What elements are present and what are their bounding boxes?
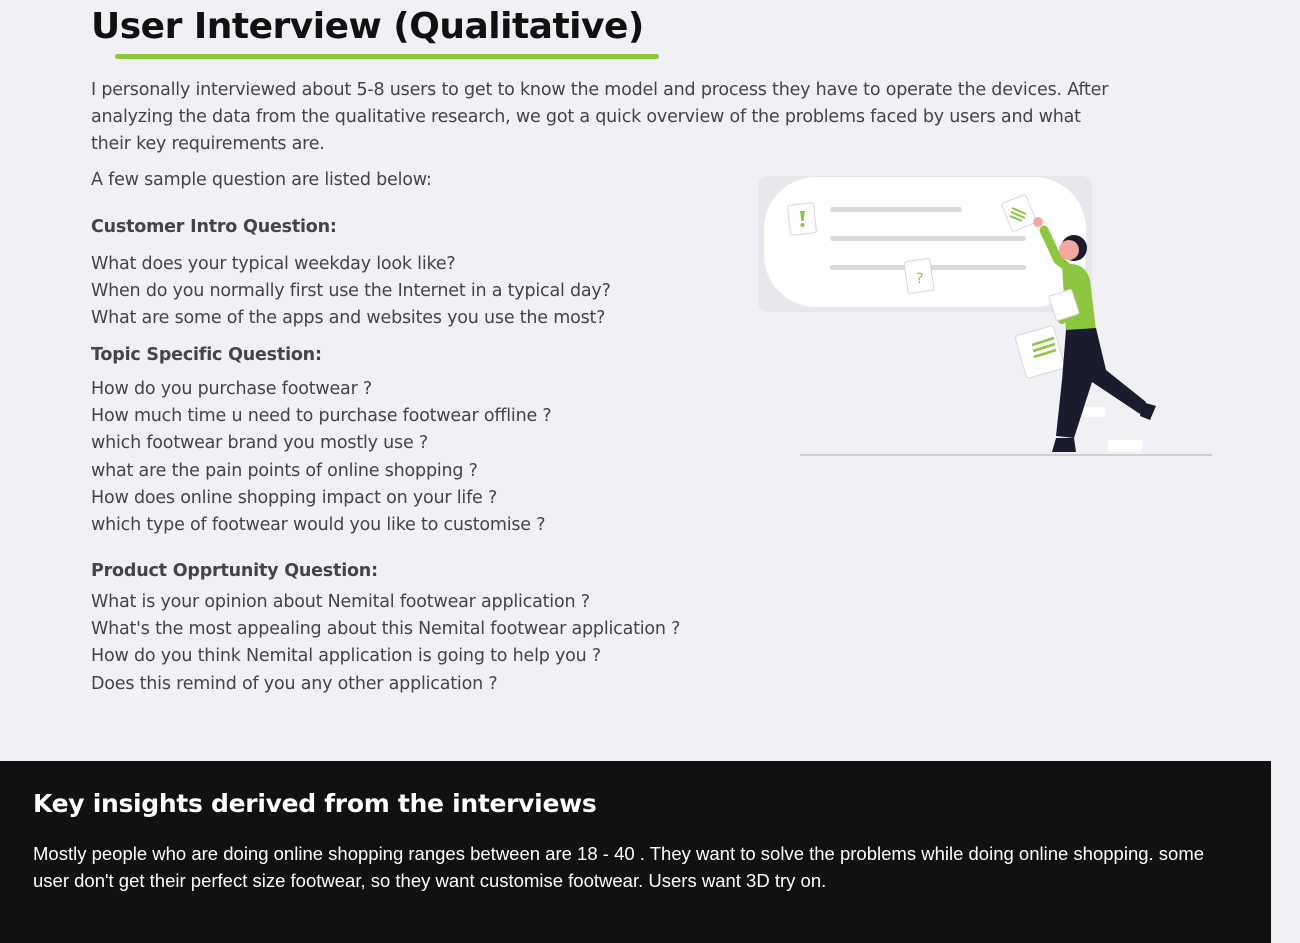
list-item: How do you purchase footwear ? bbox=[91, 379, 373, 399]
insights-panel bbox=[0, 761, 1271, 943]
section-heading-product-opportunity: Product Opprtunity Question: bbox=[91, 561, 378, 581]
list-item: What is your opinion about Nemital footwear application ? bbox=[91, 592, 590, 612]
intro-paragraph: I personally interviewed about 5-8 users to get to know the model and process they have to operate the devices. After analyzing the data from the qualitative research, we got a quick overview of the problems faced by users and what their key requirements are. bbox=[91, 80, 1109, 154]
svg-text:?: ? bbox=[916, 271, 924, 287]
question-list-customer-intro bbox=[91, 251, 611, 333]
exclamation-note-icon bbox=[788, 203, 817, 236]
question-list-product-opportunity bbox=[91, 589, 680, 698]
floating-card bbox=[1084, 407, 1106, 417]
question-list-topic-specific bbox=[91, 376, 552, 539]
insights-heading: Key insights derived from the interviews bbox=[33, 789, 597, 818]
list-item: What's the most appealing about this Nemital footwear application ? bbox=[91, 619, 681, 640]
list-item: How do you think Nemital application is going to help you ? bbox=[91, 646, 602, 667]
section-heading-topic-specific: Topic Specific Question: bbox=[91, 345, 322, 365]
text-line bbox=[830, 207, 962, 212]
list-item: How does online shopping impact on your life ? bbox=[91, 487, 498, 508]
list-item: Does this remind of you any other application ? bbox=[91, 673, 498, 694]
list-item: When do you normally first use the Internet in a typical day? bbox=[91, 281, 611, 302]
list-item: which footwear brand you mostly use ? bbox=[91, 433, 428, 454]
floating-card bbox=[1108, 440, 1142, 452]
question-note-icon bbox=[904, 258, 934, 293]
list-item: What does your typical weekday look like? bbox=[91, 254, 456, 274]
title-underline bbox=[115, 54, 659, 59]
list-item: which type of footwear would you like to customise ? bbox=[91, 515, 546, 536]
interview-illustration bbox=[756, 170, 1216, 465]
list-item: How much time u need to purchase footwear offline ? bbox=[91, 406, 552, 427]
list-item: What are some of the apps and websites you use the most? bbox=[91, 308, 606, 329]
page-title: User Interview (Qualitative) bbox=[91, 6, 644, 47]
list-item: what are the pain points of online shopping ? bbox=[91, 460, 478, 481]
text-line bbox=[830, 236, 1026, 241]
sample-label: A few sample question are listed below: bbox=[91, 170, 432, 190]
insights-text: Mostly people who are doing online shopping ranges between are 18 - 40 . They want to solve the problems while doing online shopping. some user don't get their perfect size footwear, so they want customise footwear. Users want 3D try on. bbox=[33, 843, 1205, 891]
section-heading-customer-intro: Customer Intro Question: bbox=[91, 217, 337, 237]
